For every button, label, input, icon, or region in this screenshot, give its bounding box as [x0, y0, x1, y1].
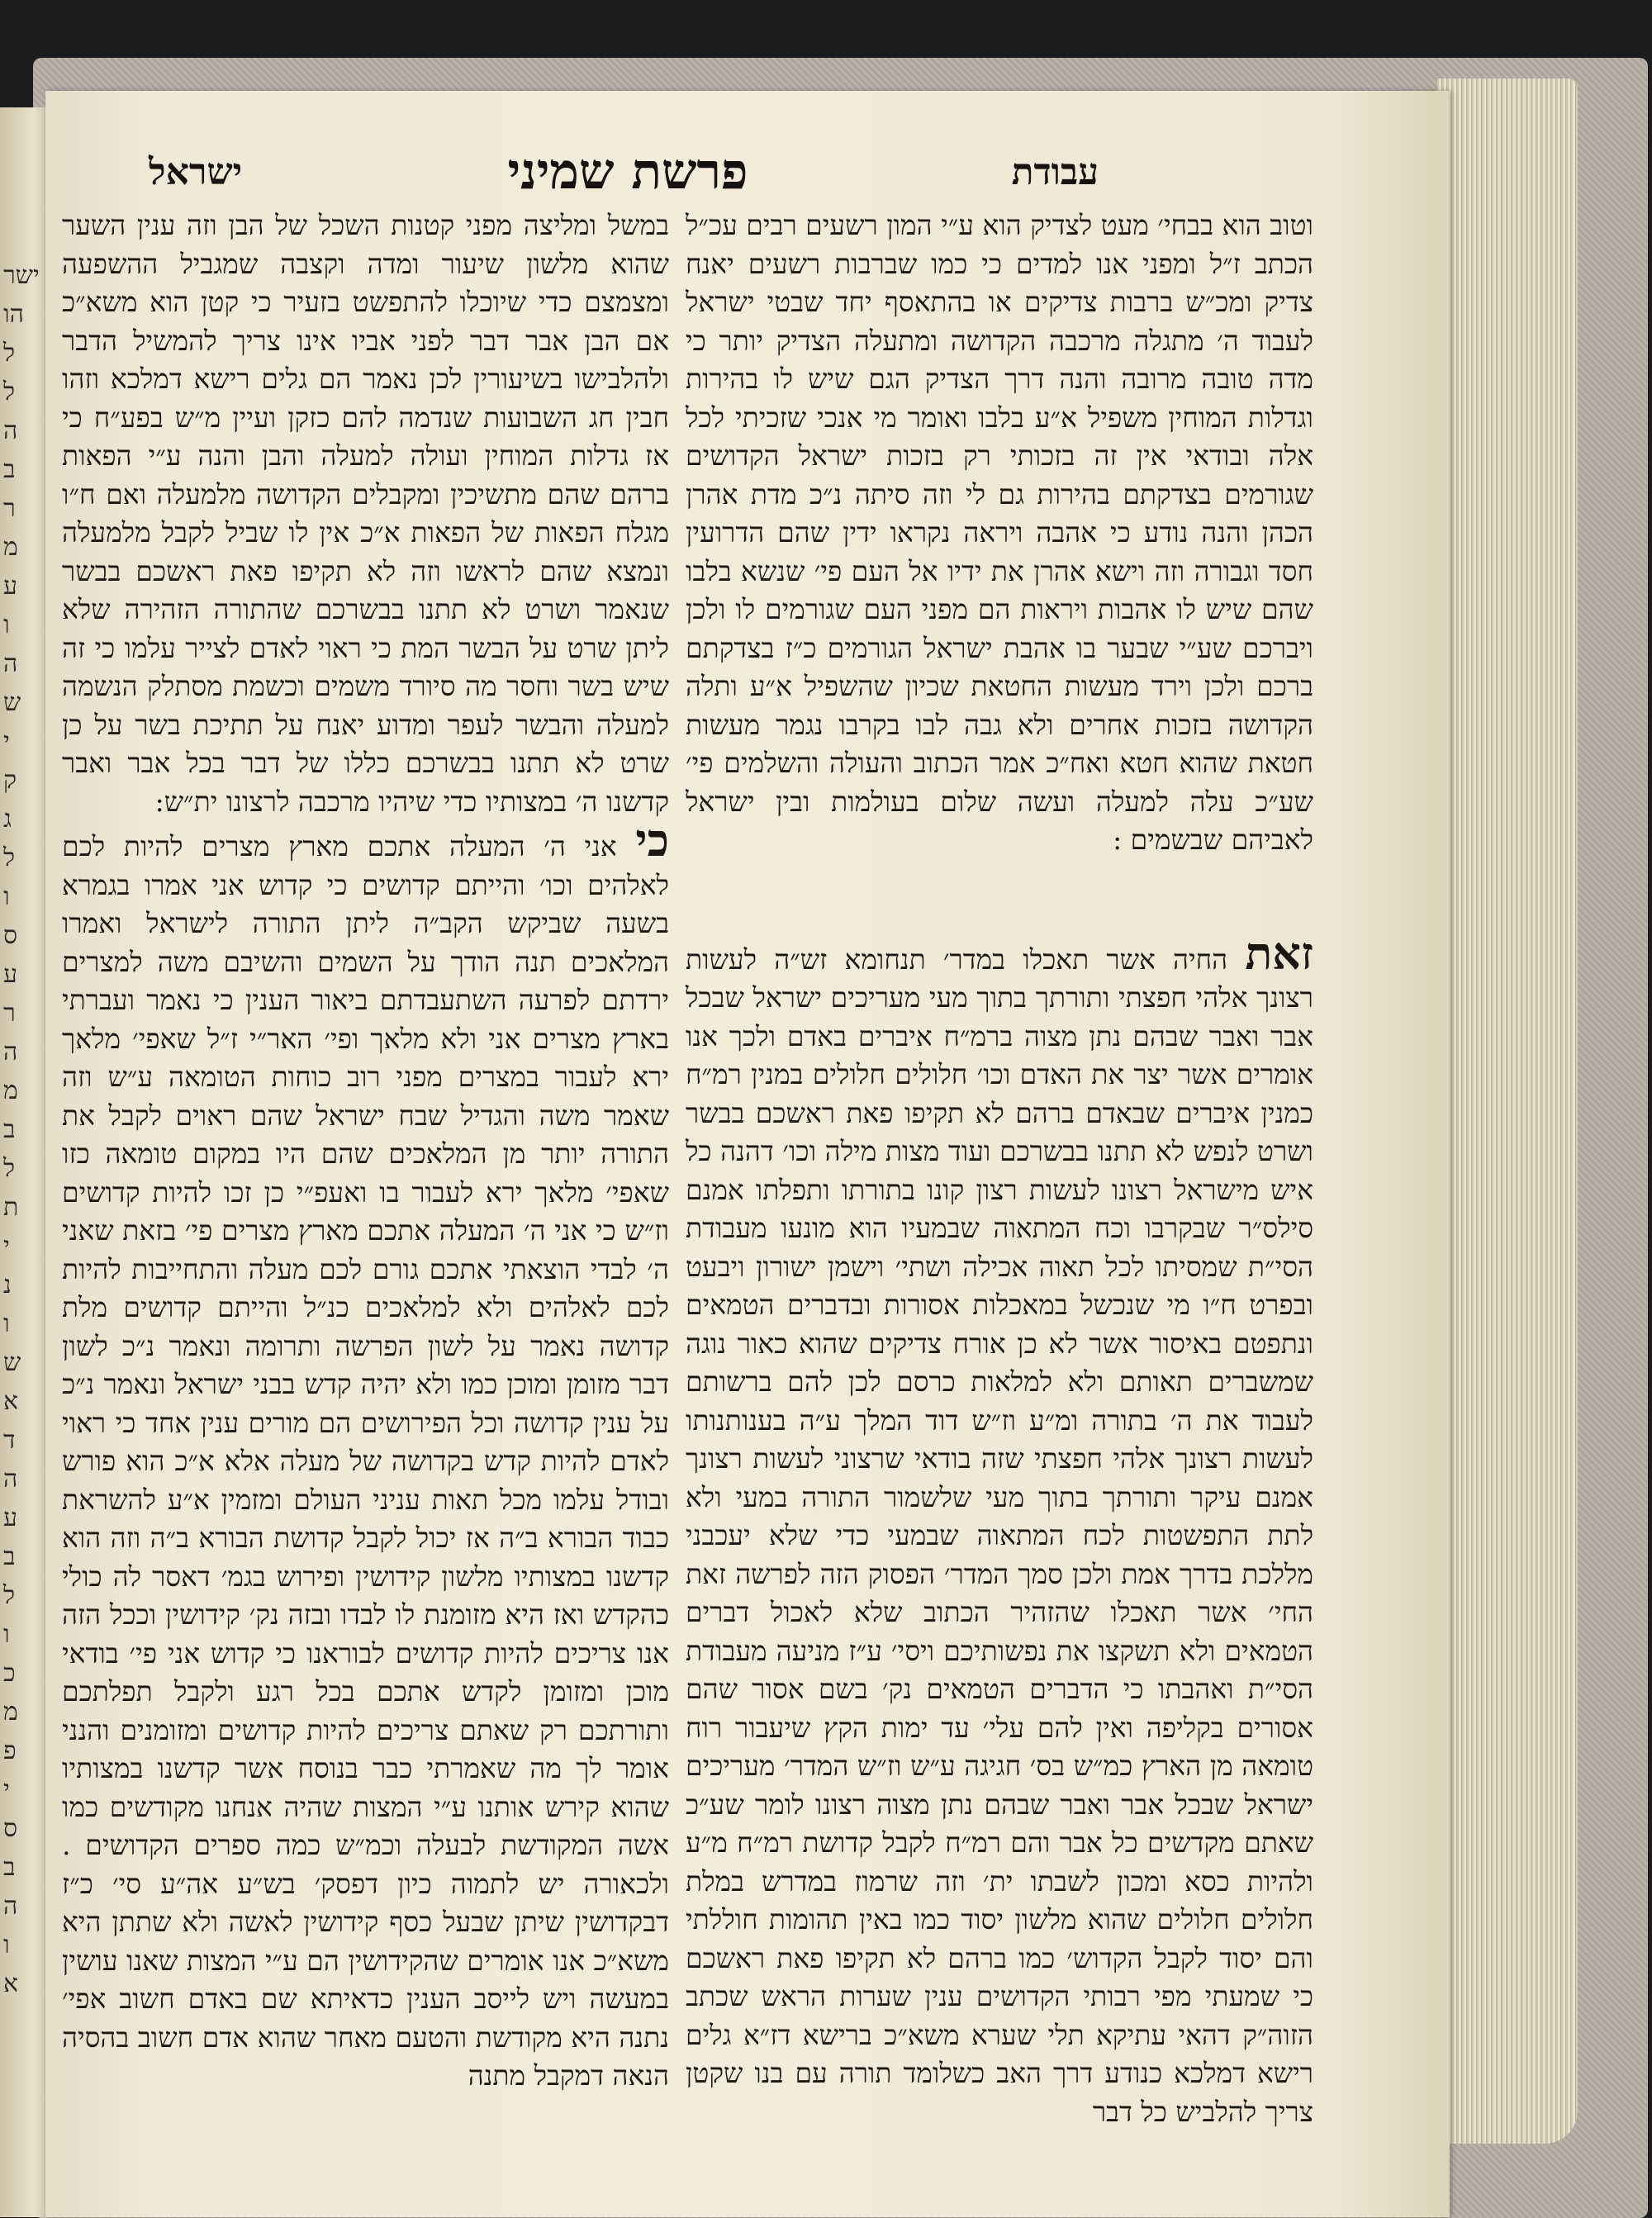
right-paragraph-1: וטוב הוא בבחי׳ מעט לצדיק הוא ע״י המון רשעים רבים עכ״ל הכתב ז״ל ומפני אנו למדים כי כמו שברבות רשעים יאנח צדיק ומכ״ש ברבות צדיקים או בהתאסף יחד שבטי ישראל לעבוד ה׳ מתגלה מרכבה הקדושה ומתעלה הצדיק יותר כי מדה טובה מרובה והנה דרך הצדיק הגם שיש לו בהירות וגדלות המוחין משפיל א״ע בלבו ואומר מי אנכי שזכיתי לכל אלה ובודאי אין זה בזכותי רק בזכות ישראל הקדושים שגורמים בצדקתם בהירות גם לי וזה סיתה נ״כ מדת אהרן הכהן והנה נודע כי אהבה ויראה נקראו ידין שהם הדרועין חסד וגבורה וזה וישא אהרן את ידיו אל העם פי׳ שנשא בלבו שהם שיש לו אהבות ויראות הם מפני העם שגורמים לו ולכן ויברכם שע״י שבער בו אהבת ישראל הגורמים כ״ז בצדקתם ברכם ולכן וירד מעשות החטאת שכיון שהשפיל א״ע ותלה הקדושה בזכות אחרים ולא גבה לבו בקרבו נגמר מעשות חטאת שהוא חטא ואח״כ אמר הכתוב והעולה והשלמים פי׳ שע״כ עלה למעלה ועשה שלום בעולמות ובין ישראל לאביהם שבשמים : — [686, 209, 1313, 856]
header-left-word: ישראל — [149, 151, 243, 193]
right-text-column — [686, 207, 1313, 2128]
header-right-word: עבודת — [1011, 151, 1099, 193]
left-text-column — [62, 207, 669, 2092]
left-lead-word: כי — [635, 814, 669, 867]
page-header — [124, 145, 1099, 202]
right-paragraph-2 — [686, 926, 1313, 2132]
left-paragraph-2 — [62, 814, 669, 2096]
facing-page-text-fragments: ישר הו ל ל ה ב ר מ ע ו ה ש י ק ג ל ו ס ע ר ה מ ב ל ת י נ ו ש א ד ה ע ב ל ו כ מ פ י ס ב ה ו א — [3, 261, 40, 1998]
page-block-edge — [1437, 78, 1578, 2144]
right-paragraph-2-text: החיה אשר תאכלו במדר׳ תנחומא זש״ה לעשות רצונך אלהי חפצתי ותורתך בתוך מעי מעריכים ישראל שבכל אבר ואבר שבהם נתן מצוה ברמ״ח איברים באדם ולכך אנו אומרים אשר יצר את האדם וכו׳ חלולים חלולים במנין רמ״ח כמנין איברים שבאדם ברהם לא תקיפו פאת ראשכם בבשר ושרט לנפש לא תתנו בבשרכם ועוד מצות מילה וכו׳ דהנה כל איש מישראל רצונו לעשות רצון קונו בתורתו ותפלתו אמנם סילס״ר שבקרבו וכח המתאוה שבמעיו הוא מונעו מעבודת הסי״ת שמסיתו לכל תאוה אכילה ושתי׳ וישמן ישורון ויבעט ובפרט ח״ו מי שנכשל במאכלות אסורות ובדברים הטמאים ונתפטם באיסור אשר לא כן אורח צדיקים שהוא כאור נוגה שמשברים תאותם ולא למלאות כרסם לכן להם ברשותם לעבוד את ה׳ בתורה ומ״ע וז״ש דוד המלך ע״ה בענותנותו לעשות רצונך אלהי חפצתי שזה בודאי שרצוני לעשות רצונך אמנם עיקר ותורתך בתוך מעי שלשמור התורה במעי ולא לתת התפשטות לכח המתאוה שבמעי כדי שלא יעכבני מללכת בדרך אמת ולכן סמך המדר׳ הפסוק הזה לפרשה זאת החי׳ אשר תאכלו שהזהיר הכתוב שלא לאכול דברים הטמאים ולא תשקצו את נפשותיכם ויסי׳ ע״ז מניעה מעבודת הסי״ת ואהבתו כי הדברים הטמאים נק׳ בשם אסור שהם אסורים בקליפה ואין להם עלי׳ עד ימות הקץ שיעבור רוח טומאה מן הארץ כמ״ש בס׳ חגיגה ע״ש וז״ש המדר׳ מעריכים ישראל שבכל אבר ואבר שבהם נתן מצוה רצונו לומר שע״כ שאתם מקדשים כל אבר והם רמ״ח לקבל קדושת רמ״ח מ״ע ולהיות כסא ומכון לשבתו ית׳ וזה שרמוז במדרש במלת חלולים חלולים שהוא מלשון יסוד כמו באין תהומות חוללתי והם יסוד לקבל הקדוש׳ כמו ברהם לא תקיפו פאת ראשכם כי שמעתי מפי רבותי הקדושים ענין שערות הראש שכתב הזוה״ק דהאי עתיקא תלי שערא משא״כ ברישא דז״א גלים רישא דמלכא כנודע דרך האב כשלומד תורה עם בנו שקטן צריך להלביש כל דבר — [686, 943, 1313, 2128]
left-paragraph-1: במשל ומליצה מפני קטנות השכל של הבן וזה ענין השער שהוא מלשון שיעור ומדה וקצבה שמגביל ההשפעה ומצמצם כדי שיוכלו להתפשט בזעיר כי קטן הוא משא״כ אם הבן אבר דבר לפני אביו אינו צריך להמשיל הדבר ולהלבישו בשיעורין לכן נאמר הם גלים רישא דמלכא וזהו חבין חג השבועות שנדמה להם כזקן ועיין מ״ש בפע״ח כי אז גדלות המוחין ועולה למעלה והבן והנה ע״י הפאות ברהם שהם מתשיכין ומקבלים הקדושה מלמעלה ואם ח״ו מגלח הפאות של הפאות א״כ אין לו שביל לקבל מלמעלה ונמצא שהם לראשו וזה לא תקיפו פאת ראשכם בבשר שנאמר ושרט לא תתנו בבשרכם שהתורה הזהירה שלא ליתן שרט על הבשר המת כי ראוי לאדם לצייר עלמו כי זה שיש בשר וחסר מה סיורד משמים וכשמת מסתלק הנשמה למעלה והבשר לעפר ומדוע יאנח על תתיכת בשר על כן שרט לא תתנו בבשרכם כללו של דבר בכל אבר ואבר קדשנו ה׳ במצותיו כדי שיהיו מרכבה לרצונו ית״ש: — [62, 209, 669, 818]
left-paragraph-2-text: אני ה׳ המעלה אתכם מארץ מצרים להיות לכם לאלהים וכו׳ והייתם קדושים כי קדוש אני אמרו בגמרא בשעה שביקש הקב״ה ליתן התורה לישראל ואמרו המלאכים תנה הודך על השמים והשיבם משה למצרים ירדתם לפרעה השתעבדתם ביאור הענין כי נאמר ועברתי בארץ מצרים אני ולא מלאך ופי׳ האר״י ז״ל שאפי׳ מלאך ירא לעבור במצרים מפני רוב כוחות הטומאה ע״ש וזה שאמר משה והגדיל שבח ישראל שהם ראוים לקבל את התורה יותר מן המלאכים שהם היו במקום טומאה כזו שאפי׳ מלאך ירא לעבור בו ואעפ״י כן זכו להיות קדושים וז״ש כי אני ה׳ המעלה אתכם מארץ מצרים פי׳ בזאת שאני ה׳ לבדי הוצאתי אתכם גורם לכם מעלה והתחייבות להיות לכם לאלהים ולא למלאכים כנ״ל והייתם קדושים מלת קדושה נאמר על לשון הפרשה ותרומה ונאמר נ״כ לשון דבר מזומן ומוכן כמו ולא יהיה קדש בבני ישראל ונאמר נ״כ על ענין קדושה וכל הפירושים הם מורים ענין אחד כי ראוי לאדם להיות קדש בקדושה של מעלה אלא א״כ הוא פורש ובודל עלמו מכל תאות עניני העולם ומזמין א״ע להשראת כבוד הבורא ב״ה אז יכול לקבל קדושת הבורא ב״ה וזה הוא קדשנו במצותיו מלשון קידושין ופירוש בגמ׳ דאסר לה כולי כהקדש ואז היא מזומנת לו לבדו ובזה נק׳ קידושין וככל הזה אנו צריכים להיות קדושים לבוראנו כי קדוש אני פי׳ בודאי מוכן ומזומן לקדש אתכם בכל רגע ולקבל תפלתכם ותורתכם רק שאתם צריכים להיות קדושים ומזומנים והנני אומר לך מה שאמרתי כבר בנוסח אשר קדשנו במצותיו שהוא קירש אותנו ע״י המצות שהיה אנחנו מקודשים כמו אשה המקודשת לבעלה וכמ״ש כמה ספרים הקדושים . ולכאורה יש לתמוה כיון דפסק׳ בש״ע אה״ע סי׳ כ״ז דבקדושין שיתן שבעל כסף קידושין לאשה ולא שתתן היא משא״כ אנו אומרים שהקידושין הם ע״י המצות שאנו עושין במעשה ויש לייסב הענין כדאיתא שם באדם חשוב אפי׳ נתנה היא מקודשת והטעם מאחר שהוא אדם חשוב בהסיה הנאה דמקבל מתנה — [62, 830, 669, 2092]
right-lead-word: זאת — [1245, 926, 1313, 980]
header-parsha-title: פרשת שמיני — [507, 143, 748, 201]
